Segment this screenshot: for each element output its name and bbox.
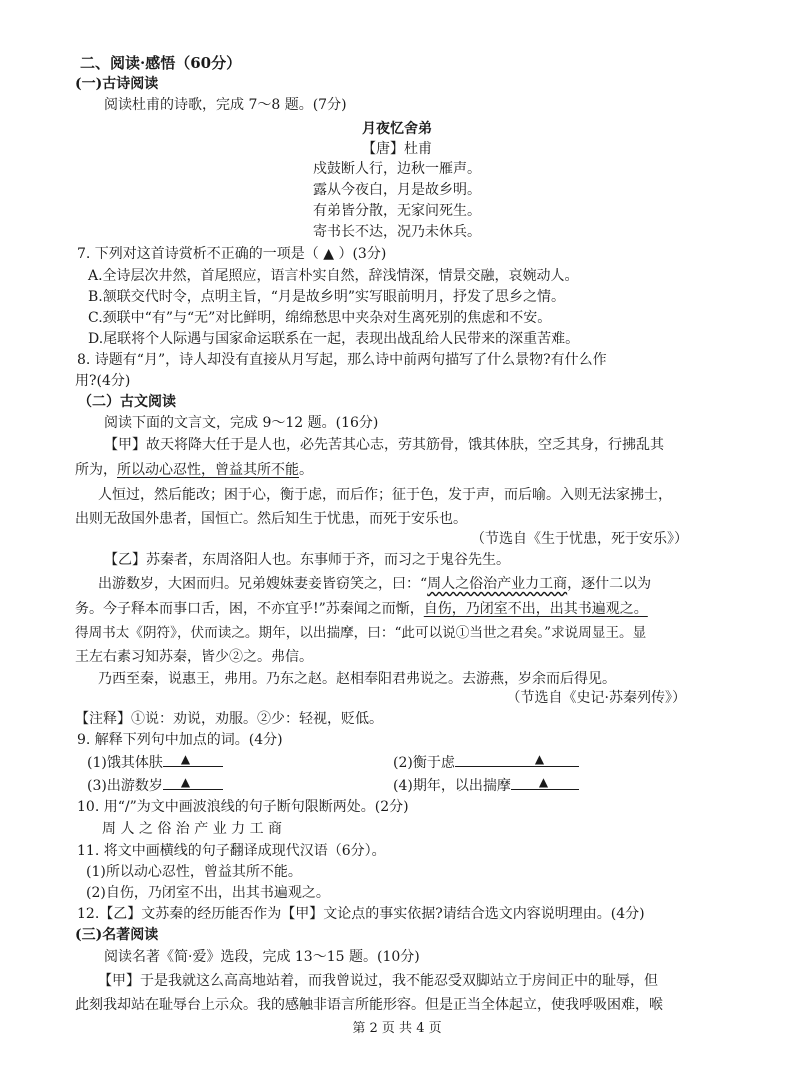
section-heading: 二、阅读·感悟（60分）	[80, 54, 242, 72]
poem-author: 【唐】杜甫	[362, 141, 432, 157]
poem-line: 寄书长不达，况乃未休兵。	[313, 224, 481, 240]
blank-marker: ▲	[180, 775, 191, 789]
q9-item-3	[87, 775, 223, 795]
question-9: 9. 解释下列句中加点的词。(4分)	[77, 732, 283, 748]
passage-jia-line	[75, 461, 313, 479]
text: 。	[299, 462, 313, 478]
q9-item-text: (1)饿其体肤	[87, 755, 163, 771]
answer-blank[interactable]	[163, 775, 223, 790]
q9-item-1	[87, 752, 223, 772]
passage-yi-line: 王左右素习知苏秦，皆少②之。弗信。	[75, 649, 313, 665]
q7-option-a: A.全诗层次井然，首尾照应，语言朴实自然，辞浅情深，情景交融，哀婉动人。	[88, 268, 579, 284]
text: ，逐什二以为	[567, 576, 652, 592]
passage-jia-line: 出则无敌国外患者，国恒亡。然后知生于忧患，而死于安乐也。	[75, 511, 467, 527]
passage-jane-eyre: 【甲】于是我就这么高高地站着，而我曾说过，我不能忍受双脚站立于房间正中的耻辱，但	[98, 973, 658, 989]
q10-sentence: 周 人 之 俗 治 产 业 力 工 商	[102, 821, 283, 837]
q7-option-c: C.颈联中“有”与“无”对比鲜明，绵绵愁思中夹杂对生离死别的焦虑和不安。	[88, 310, 552, 326]
blank-marker: ▲	[534, 752, 545, 766]
jia-source: （节选自《生于忧患，死于安乐》）	[471, 531, 688, 547]
answer-blank[interactable]	[511, 775, 579, 790]
annotation-notes: 【注释】①说：劝说，劝服。②少：轻视，贬低。	[75, 711, 383, 727]
passage-yi-line	[98, 575, 651, 593]
underlined-sentence: 自伤，乃闭室不出，出其书遍观之。	[423, 601, 648, 617]
yi-source: （节选自《史记·苏秦列传》）	[506, 690, 686, 706]
text: 出游数岁，大困而归。兄弟嫂妹妻妾皆窃笑之，曰：“	[98, 576, 428, 592]
underlined-sentence: 所以动心忍性，曾益其所不能	[117, 462, 299, 478]
q9-item-text: (2)衡于虑	[393, 755, 455, 771]
sec1-title: (一)古诗阅读	[75, 76, 159, 92]
sec2-title: （二）古文阅读	[78, 394, 176, 410]
blank-marker: ▲	[180, 752, 191, 766]
sec1-instruction: 阅读杜甫的诗歌，完成 7～8 题。(7分)	[104, 97, 347, 113]
passage-yi-line: 得周书太《阴符》，伏而读之。期年，以出揣摩，曰：“此可以说①当世之君矣。”求说周显王。显	[75, 625, 647, 641]
sec3-title: (三)名著阅读	[75, 927, 159, 943]
passage-yi-line	[75, 600, 648, 618]
passage-yi: 【乙】苏秦者，东周洛阳人也。东事师于齐，而习之于鬼谷先生。	[104, 552, 510, 568]
q11-item-2: (2)自伤，乃闭室不出，出其书遍观之。	[86, 885, 330, 901]
q9-item-text: (4)期年，以出揣摩	[393, 778, 511, 794]
text: 所为，	[75, 462, 117, 478]
question-11: 11. 将文中画横线的句子翻译成现代汉语（6分）。	[77, 843, 386, 859]
poem-line: 露从今夜白，月是故乡明。	[313, 182, 481, 198]
q7-option-d: D.尾联将个人际遇与国家命运联系在一起，表现出战乱给人民带来的深重苦难。	[88, 331, 580, 347]
q7-option-b: B.颔联交代时令，点明主旨，“月是故乡明”实写眼前明月，抒发了思乡之情。	[88, 289, 566, 305]
answer-blank[interactable]	[163, 752, 223, 767]
question-12: 12.【乙】文苏秦的经历能否作为【甲】文论点的事实依据?请结合选文内容说明理由。(4分)	[77, 906, 645, 922]
text: 务。今子释本而事口舌，困，不亦宜乎!”苏秦闻之而惭，	[75, 601, 424, 617]
page-footer: 第 2 页 共 4 页	[352, 1021, 442, 1036]
question-10: 10. 用“/”为文中画波浪线的句子断句限断两处。(2分)	[77, 799, 409, 815]
answer-blank[interactable]	[455, 752, 579, 767]
q9-item-2	[393, 752, 579, 772]
poem-line: 戍鼓断人行，边秋一雁声。	[313, 161, 481, 177]
sec3-instruction: 阅读名著《简·爱》选段，完成 13～15 题。(10分)	[104, 949, 420, 965]
passage-jia-line: 人恒过，然后能改；困于心，衡于虑，而后作；征于色，发于声，而后喻。入则无法家拂士，	[98, 487, 672, 503]
q9-item-text: (3)出游数岁	[87, 778, 163, 794]
poem-title: 月夜忆舍弟	[362, 121, 432, 137]
question-8-cont: 用?(4分)	[75, 373, 131, 389]
passage-yi-line: 乃西至秦，说惠王，弗用。乃东之赵。赵相奉阳君弗说之。去游燕，岁余而后得见。	[98, 671, 616, 687]
q9-item-4	[393, 775, 579, 795]
blank-marker: ▲	[538, 775, 549, 789]
wavy-sentence: 周人之俗治产业力工商	[427, 576, 568, 592]
question-7: 7. 下列对这首诗赏析不正确的一项是（ ▲ ）(3分)	[77, 246, 387, 262]
poem-line: 有弟皆分散，无家问死生。	[313, 203, 481, 219]
q11-item-1: (1)所以动心忍性，曾益其所不能。	[86, 864, 302, 880]
question-8: 8. 诗题有“月”，诗人却没有直接从月写起，那么诗中前两句描写了什么景物?有什么作	[77, 352, 607, 368]
passage-jia: 【甲】故天将降大任于是人也，必先苦其心志，劳其筋骨，饿其体肤，空乏其身，行拂乱其	[104, 437, 664, 453]
sec2-instruction: 阅读下面的文言文，完成 9～12 题。(16分)	[104, 415, 379, 431]
passage-jane-eyre-line: 此刻我却站在耻辱台上示众。我的感触非语言所能形容。但是正当全体起立，使我呼吸困难，喉	[75, 997, 663, 1013]
